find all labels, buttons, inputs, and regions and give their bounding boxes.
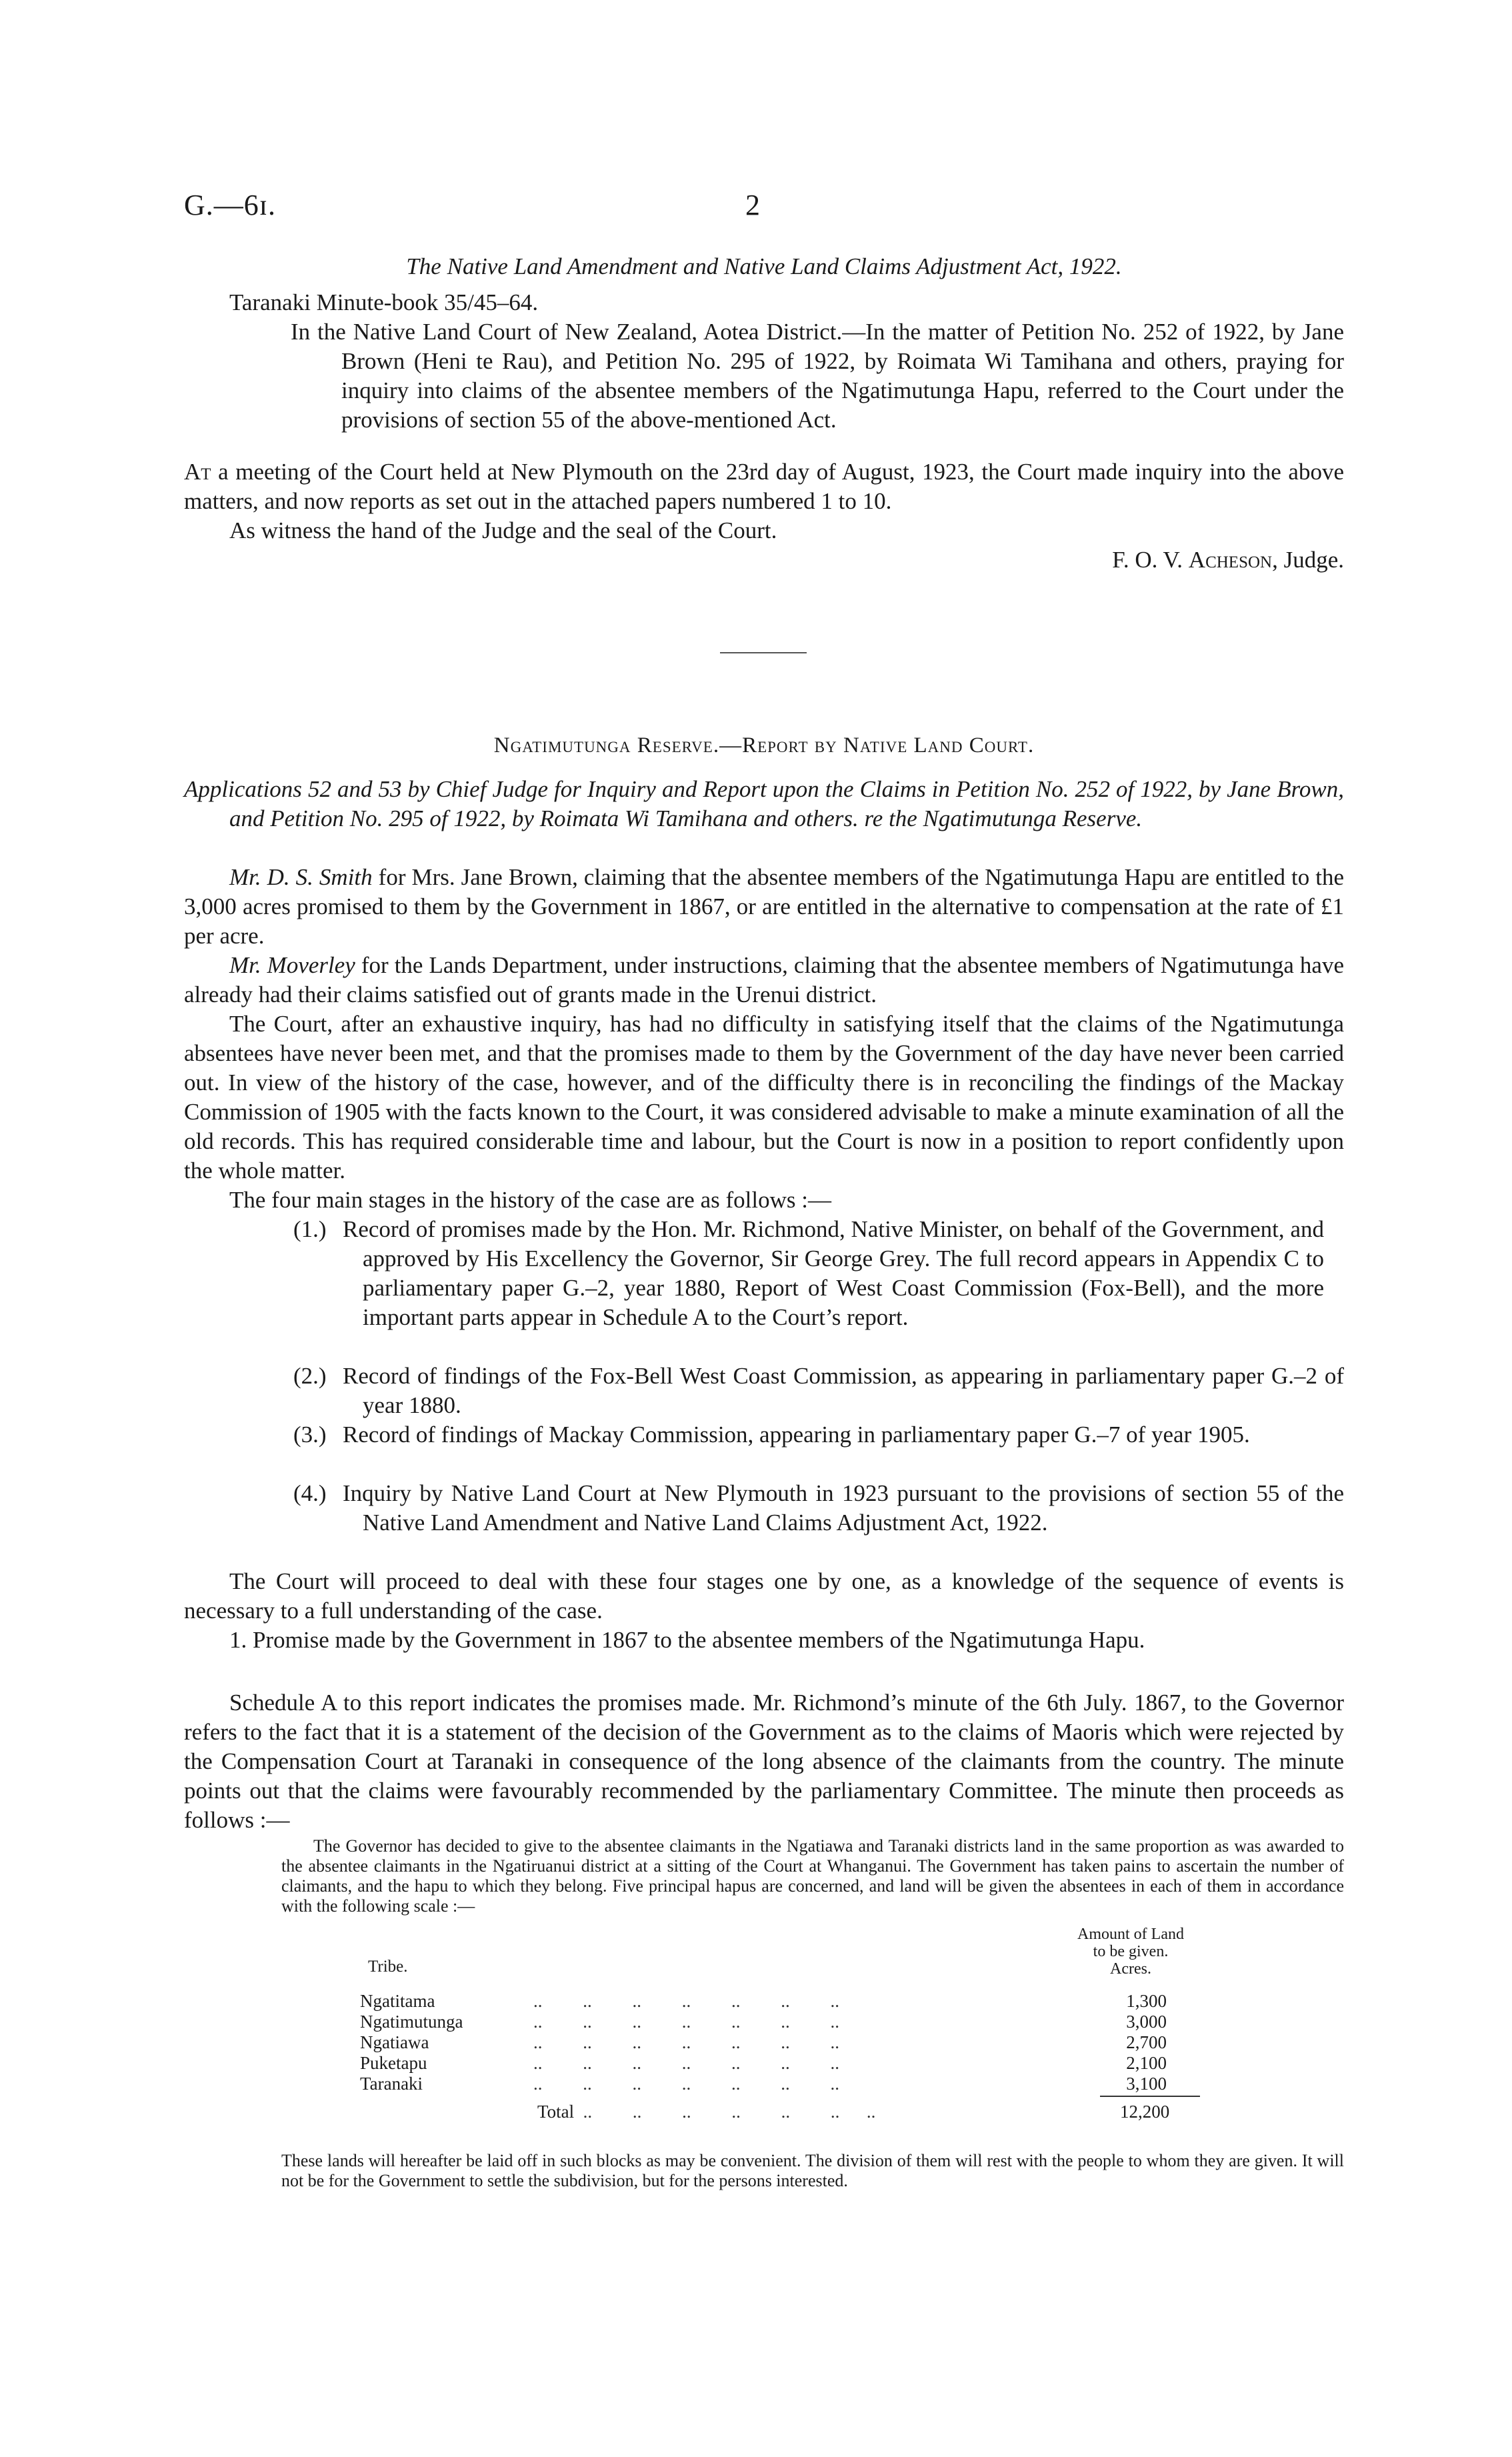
stage-number: (2.) bbox=[293, 1363, 327, 1389]
promise-heading: 1. Promise made by the Government in 1867 to the absentee members of the Ngatimutunga Hapu. bbox=[229, 1627, 1145, 1653]
section-title: Ngatimutunga Reserve.—Report by Native Land Court. bbox=[493, 733, 1035, 757]
tribe-cell: Puketapu bbox=[360, 2053, 427, 2073]
stage-text: Record of findings of Mackay Commission, appearing in parliamentary paper G.–7 of year 1905. bbox=[343, 1422, 1250, 1448]
total-label: Total bbox=[537, 2102, 575, 2122]
counsel-smith: Mr. D. S. Smith bbox=[229, 864, 373, 890]
stage-number: (3.) bbox=[293, 1422, 327, 1448]
sum-rule bbox=[1100, 2096, 1200, 2097]
table-row bbox=[360, 2032, 1167, 2053]
court-findings-paragraph: The Court, after an exhaustive inquiry, has had no difficulty in satisfying itself that the claims of the Ngatimutunga absentees have never been met, and that the promises made to them by the Government of the day have never been carried out. In view of the history of the case, however, and of the difficulty there is in reconciling the findings of the Mackay Commission of 1905 with the facts known to the Court, it was considered advisable to make a minute examination of all the old records. This has required considerable time and labour, but the Court is now in a position to report confidently upon the whole matter. bbox=[184, 1011, 1344, 1183]
total-label-row bbox=[537, 2102, 875, 2122]
amount-header-unit: Acres. bbox=[1110, 1960, 1151, 1978]
acres-cell: 3,000 bbox=[1126, 2012, 1167, 2032]
four-stages-intro: The four main stages in the history of the case are as follows :— bbox=[229, 1187, 831, 1213]
tribe-cell: Ngatimutunga bbox=[360, 2012, 463, 2032]
stage-number: (1.) bbox=[293, 1216, 327, 1242]
in-the-matter-paragraph: In the Native Land Court of New Zealand, Aotea District.—In the matter of Petition No. 252 of 1922, by Jane Brown (Heni te Rau), and Petition No. 295 of 1922, by Roimata Wi Tamihana and others, praying for inquiry into claims of the absentee members of the Ngatimutunga Hapu, referred to the Court under the provisions of section 55 of the above-mentioned Act. bbox=[291, 319, 1344, 433]
governor-quote: The Governor has decided to give to the absentee claimants in the Ngatiawa and Taranaki districts land in the same proportion as was awarded to the absentee claimants in the Ngatiruanui district at a sitting of the Court at Whanganui. The Government has taken pains to ascertain the number of claimants, and the hapu to which they belong. Five principal hapus are concerned, and land will be given the absentees in each of them in accordance with the following scale :— bbox=[281, 1836, 1344, 1916]
smith-text: for Mrs. Jane Brown, claiming that the absentee members of the Ngatimutunga Hapu are entitled to the 3,000 acres promised to them by the Government in 1867, or are entitled in the alternative to compensation at the rate of £1 per acre. bbox=[184, 864, 1344, 949]
total-acres: 12,200 bbox=[1120, 2102, 1170, 2122]
stage-number: (4.) bbox=[293, 1480, 327, 1506]
section-divider bbox=[720, 652, 807, 653]
document-reference: G.—6ɪ. bbox=[184, 189, 276, 221]
leader-dots: .. .. .. .. .. .. .. bbox=[533, 1991, 839, 2011]
stage-text: Record of findings of the Fox-Bell West Coast Commission, as appearing in parliamentary paper G.–2 of year 1880. bbox=[343, 1363, 1344, 1418]
moverley-text: for the Lands Department, under instructions, claiming that the absentee members of Ngatimutunga have already had their claims satisfied out of grants made in the Urenui district. bbox=[184, 952, 1345, 1007]
proceed-paragraph: The Court will proceed to deal with these four stages one by one, as a knowledge of the sequence of events is necessary to a full understanding of the case. bbox=[184, 1568, 1344, 1624]
signature-title: , Judge. bbox=[1272, 547, 1344, 573]
smith-paragraph bbox=[184, 863, 1344, 951]
counsel-moverley: Mr. Moverley bbox=[229, 952, 355, 978]
tribe-cell: Taranaki bbox=[360, 2074, 423, 2094]
table-row bbox=[360, 2012, 1167, 2032]
closing-quote: These lands will hereafter be laid off in such blocks as may be convenient. The division of them will rest with the people to whom they are given. It will not be for the Government to settle the subdivision, but for the persons interested. bbox=[281, 2151, 1344, 2190]
land-allocation-table bbox=[360, 1991, 1167, 2094]
page-number: 2 bbox=[745, 189, 760, 221]
act-title: The Native Land Amendment and Native Land Claims Adjustment Act, 1922. bbox=[406, 253, 1122, 279]
signature-initials: F. O. V. bbox=[1112, 547, 1183, 573]
acres-cell: 2,700 bbox=[1126, 2032, 1167, 2052]
tribe-column-header: Tribe. bbox=[368, 1958, 408, 1976]
table-row bbox=[360, 2074, 1167, 2094]
acres-cell: 2,100 bbox=[1126, 2053, 1167, 2073]
moverley-paragraph bbox=[184, 951, 1344, 1009]
leader-dots: .. .. .. .. .. .. .. bbox=[533, 2074, 839, 2094]
tribe-cell: Ngatiawa bbox=[360, 2032, 429, 2052]
table-row bbox=[360, 2053, 1167, 2074]
leader-dots: .. .. .. .. .. .. .. bbox=[533, 2053, 839, 2073]
leader-dots: .. .. .. .. .. .. .. bbox=[574, 2102, 876, 2122]
meeting-drop-word: At bbox=[184, 459, 211, 485]
acres-cell: 1,300 bbox=[1126, 1991, 1167, 2011]
minute-book-reference: Taranaki Minute-book 35/45–64. bbox=[229, 289, 539, 315]
leader-dots: .. .. .. .. .. .. .. bbox=[533, 2032, 839, 2052]
table-row bbox=[360, 1991, 1167, 2012]
leader-dots: .. .. .. .. .. .. .. bbox=[533, 2012, 839, 2032]
acres-cell: 3,100 bbox=[1126, 2074, 1167, 2094]
judge-signature bbox=[967, 545, 1344, 575]
signature-name: Acheson bbox=[1188, 547, 1273, 573]
stage-text: Inquiry by Native Land Court at New Plymouth in 1923 pursuant to the provisions of section 55 of the Native Land Amendment and Native Land Claims Adjustment Act, 1922. bbox=[343, 1480, 1344, 1536]
witness-line: As witness the hand of the Judge and the seal of the Court. bbox=[229, 517, 777, 543]
amount-header-line1: Amount of Land bbox=[1077, 1926, 1184, 1943]
amount-column-header bbox=[1057, 1926, 1204, 1978]
tribe-cell: Ngatitama bbox=[360, 1991, 435, 2011]
meeting-text: a meeting of the Court held at New Plymouth on the 23rd day of August, 1923, the Court made inquiry into the above matters, and now reports as set out in the attached papers numbered 1 to 10. bbox=[184, 459, 1344, 514]
schedule-paragraph: Schedule A to this report indicates the promises made. Mr. Richmond’s minute of the 6th July. 1867, to the Governor refers to the fact that it is a statement of the decision of the Government as to the claims of Maoris which were rejected by the Compensation Court at Taranaki in consequence of the long absence of the claimants from the country. The minute points out that the claims were favourably recommended by the parliamentary Committee. The minute then proceeds as follows :— bbox=[184, 1690, 1344, 1833]
meeting-paragraph bbox=[184, 457, 1344, 516]
stage-text: Record of promises made by the Hon. Mr. Richmond, Native Minister, on behalf of the Government, and approved by His Excellency the Governor, Sir George Grey. The full record appears in Appendix C to parliamentary paper G.–2, year 1880, Report of West Coast Commission (Fox-Bell), and the more important parts appear in Schedule A to the Court’s report. bbox=[343, 1216, 1324, 1330]
amount-header-line2: to be given. bbox=[1093, 1943, 1169, 1960]
applications-heading: Applications 52 and 53 by Chief Judge for Inquiry and Report upon the Claims in Petition No. 252 of 1922, by Jane Brown, and Petition No. 295 of 1922, by Roimata Wi Tamihana and others. re the Ngatimutunga Reserve. bbox=[184, 776, 1344, 831]
